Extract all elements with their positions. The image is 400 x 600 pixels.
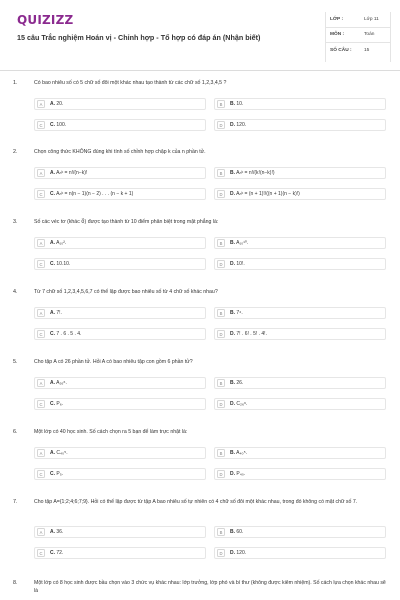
- answer-text: D. C₂₆⁶.: [230, 401, 248, 407]
- answer-option-c[interactable]: [34, 468, 206, 480]
- answer-option-b[interactable]: [214, 447, 386, 459]
- answer-letter-badge: A: [37, 239, 45, 247]
- question-number: 8.: [13, 580, 18, 586]
- answer-text: A. Aₙᵏ = n!/(n−k)!: [50, 170, 88, 176]
- meta-label: MÔN :: [330, 32, 345, 38]
- answer-option-a[interactable]: [34, 447, 206, 459]
- answer-letter-badge: C: [37, 260, 45, 268]
- meta-row-class: [326, 12, 390, 28]
- answer-text: D. 120.: [230, 122, 247, 128]
- answer-option-c[interactable]: [34, 547, 206, 559]
- answer-text: A. 36.: [50, 529, 64, 535]
- answer-letter-badge: D: [217, 470, 225, 478]
- question-text: Một lớp có 40 học sinh. Số cách chọn ra 5 bạn để làm trực nhật là:: [34, 429, 188, 435]
- answer-letter-badge: C: [37, 121, 45, 129]
- answer-option-a[interactable]: [34, 98, 206, 110]
- answer-option-a[interactable]: [34, 167, 206, 179]
- answer-text: C. 10.10.: [50, 261, 71, 267]
- answer-letter-badge: B: [217, 309, 225, 317]
- answer-text: D. 7! . 6! . 5! . 4!.: [230, 331, 267, 337]
- answer-option-d[interactable]: [214, 547, 386, 559]
- question-number: 4.: [13, 289, 18, 295]
- answer-letter-badge: A: [37, 528, 45, 536]
- answer-letter-badge: D: [217, 121, 225, 129]
- answer-text: D. 120.: [230, 550, 247, 556]
- answer-option-d[interactable]: [214, 258, 386, 270]
- quizizz-logo: QUIZIZZ: [17, 13, 74, 27]
- answer-letter-badge: D: [217, 330, 225, 338]
- answer-letter-badge: B: [217, 239, 225, 247]
- question-text: Một lớp có 8 học sinh được bầu chọn vào 3 chức vụ khác nhau: lớp trưởng, lớp phó và bí thư (không được kiêm nhiệm). Số cách lựa chọn khác nhau sẽ là: [34, 580, 386, 594]
- answer-text: C. Aₙᵏ = n(n − 1)(n − 2) . . . (n − k + 1): [50, 191, 134, 197]
- answer-text: B. Aₙᵏ = n!/(k!(n−k)!): [230, 170, 275, 176]
- question-text: Có bao nhiêu số có 5 chữ số đôi một khác nhau tạo thành từ các chữ số 1,2,3,4,5 ?: [34, 80, 227, 86]
- worksheet-header: [0, 0, 400, 70]
- meta-row-subject: [326, 28, 390, 44]
- answer-option-b[interactable]: [214, 167, 386, 179]
- answer-text: A. A₁₀².: [50, 240, 67, 246]
- question-number: 7.: [13, 499, 18, 505]
- answer-letter-badge: D: [217, 400, 225, 408]
- question-number: 5.: [13, 359, 18, 365]
- question-text: Số các véc tơ (khác 0⃗) được tạo thành từ 10 điểm phân biệt trong mặt phẳng là:: [34, 219, 219, 225]
- answer-option-d[interactable]: [214, 468, 386, 480]
- answer-text: C. 72.: [50, 550, 64, 556]
- answer-letter-badge: A: [37, 309, 45, 317]
- answer-text: B. A₄₀⁵.: [230, 450, 248, 456]
- answer-letter-badge: C: [37, 470, 45, 478]
- answer-text: A. 20.: [50, 101, 64, 107]
- answer-letter-badge: B: [217, 169, 225, 177]
- answer-letter-badge: A: [37, 449, 45, 457]
- answer-option-b[interactable]: [214, 526, 386, 538]
- question-number: 1.: [13, 80, 18, 86]
- meta-label: LỚP :: [330, 16, 344, 22]
- answer-letter-badge: C: [37, 330, 45, 338]
- answer-option-d[interactable]: [214, 398, 386, 410]
- answer-letter-badge: D: [217, 549, 225, 557]
- answer-option-b[interactable]: [214, 98, 386, 110]
- question-text: Cho tập A={1;2;4;6;7;9}. Hỏi có thể lập được từ tập A bao nhiêu số tự nhiên có 4 chữ số đôi một khác nhau, trong đó không có mặt chữ số 7.: [34, 499, 358, 505]
- answer-option-a[interactable]: [34, 526, 206, 538]
- answer-letter-badge: B: [217, 379, 225, 387]
- answer-option-a[interactable]: [34, 237, 206, 249]
- answer-text: C. 100.: [50, 122, 67, 128]
- answer-text: A. 7!.: [50, 310, 62, 316]
- answer-letter-badge: A: [37, 100, 45, 108]
- answer-option-a[interactable]: [34, 307, 206, 319]
- meta-value: 15: [364, 48, 370, 54]
- answer-text: B. 26.: [230, 380, 244, 386]
- answer-option-b[interactable]: [214, 377, 386, 389]
- answer-text: B. A₁₀¹⁰.: [230, 240, 249, 246]
- answer-letter-badge: A: [37, 379, 45, 387]
- answer-text: B. 60.: [230, 529, 244, 535]
- answer-letter-badge: D: [217, 260, 225, 268]
- answer-text: D. P₄₀.: [230, 471, 246, 477]
- answer-option-a[interactable]: [34, 377, 206, 389]
- answer-option-c[interactable]: [34, 258, 206, 270]
- answer-letter-badge: C: [37, 400, 45, 408]
- answer-letter-badge: B: [217, 449, 225, 457]
- meta-row-count: [326, 43, 390, 59]
- answer-option-c[interactable]: [34, 188, 206, 200]
- answer-letter-badge: B: [217, 100, 225, 108]
- answer-text: C. P₆.: [50, 401, 64, 407]
- answer-letter-badge: D: [217, 190, 225, 198]
- answer-text: A. A₂₆⁶.: [50, 380, 67, 386]
- answer-text: B. 7⁴.: [230, 310, 243, 316]
- answer-text: C. P₅.: [50, 471, 64, 477]
- question-number: 6.: [13, 429, 18, 435]
- meta-value: Lớp 11: [364, 16, 379, 22]
- answer-option-b[interactable]: [214, 307, 386, 319]
- header-divider: [0, 70, 400, 71]
- answer-option-c[interactable]: [34, 398, 206, 410]
- answer-letter-badge: C: [37, 190, 45, 198]
- answer-letter-badge: C: [37, 549, 45, 557]
- meta-value: Toán: [364, 32, 375, 38]
- answer-text: B. 10.: [230, 101, 244, 107]
- question-text: Cho tập A có 26 phần tử. Hỏi A có bao nhiêu tập con gồm 6 phần tử?: [34, 359, 193, 365]
- worksheet-meta: [326, 12, 390, 59]
- answer-text: C. 7 . 6 . 5 . 4.: [50, 331, 82, 337]
- answer-text: A. C₄₀⁵.: [50, 450, 68, 456]
- question-text: Từ 7 chữ số 1,2,3,4,5,6,7 có thể lập được bao nhiêu số từ 4 chữ số khác nhau?: [34, 289, 218, 295]
- answer-option-d[interactable]: [214, 119, 386, 131]
- answer-letter-badge: A: [37, 169, 45, 177]
- answer-option-b[interactable]: [214, 237, 386, 249]
- question-number: 2.: [13, 149, 18, 155]
- answer-option-c[interactable]: [34, 119, 206, 131]
- question-text: Chọn công thức KHÔNG đúng khi tính số chỉnh hợp chập k của n phần tử.: [34, 149, 206, 155]
- meta-label: SỐ CÂU :: [330, 48, 352, 54]
- answer-letter-badge: B: [217, 528, 225, 536]
- answer-text: D. Aₙᵏ = (n + 1)!/((n + 1)(n − k)!): [230, 191, 300, 197]
- answer-option-d[interactable]: [214, 188, 386, 200]
- answer-text: D. 10!.: [230, 261, 245, 267]
- answer-option-c[interactable]: [34, 328, 206, 340]
- answer-option-d[interactable]: [214, 328, 386, 340]
- worksheet-title: 15 câu Trắc nghiệm Hoán vị - Chỉnh hợp - Tổ hợp có đáp án (Nhận biết): [17, 33, 261, 42]
- question-number: 3.: [13, 219, 18, 225]
